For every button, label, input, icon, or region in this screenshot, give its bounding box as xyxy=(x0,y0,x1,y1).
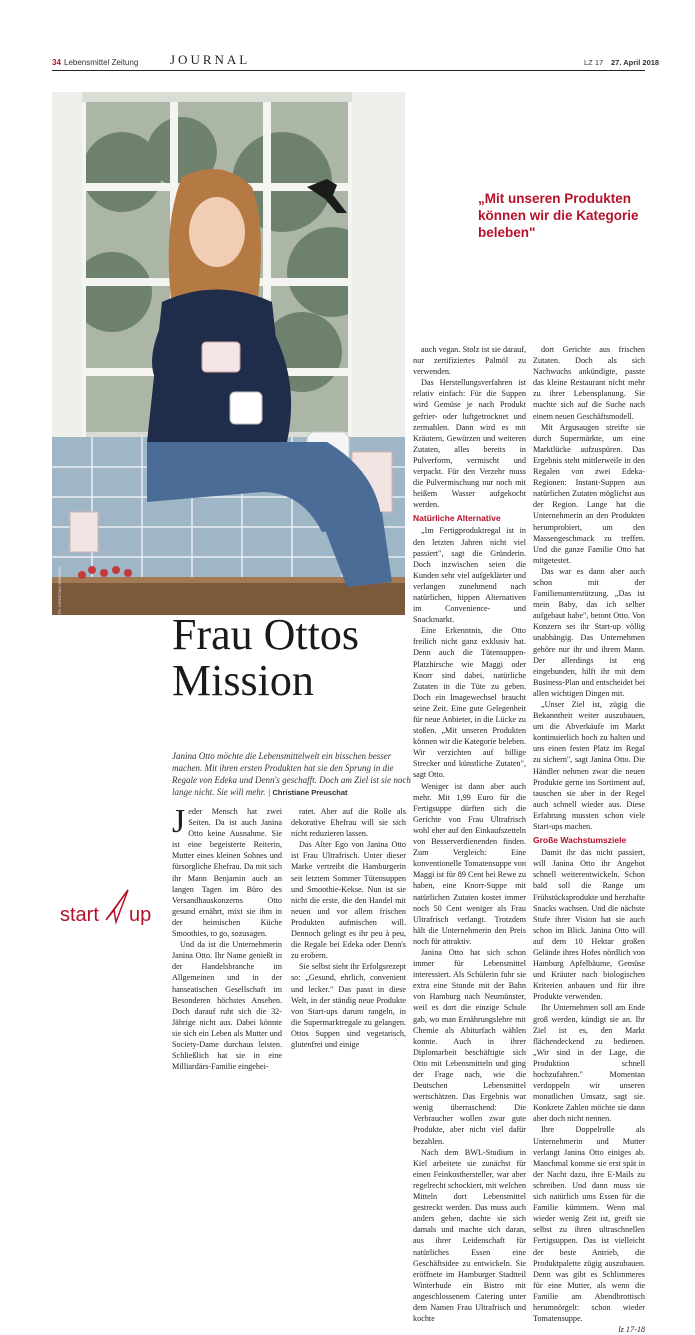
paragraph: Ihre Doppelrolle als Unternehmerin und Mutter verlangt Janina Otto einiges ab. Manchmal komme sie erst spät in der Nacht dazu, ihre E-Mails zu schreiben. Und dann muss sie sich natürlich ums Essen für die Familie kümmern. Wenn mal wieder wenig Zeit ist, greift sie selbst zu ihren ultraschnellen Fertigsuppen. Das ist vielleicht der beste Antrieb, die Produktpalette zügig auszubauen. Denn was gibt es Schlimmeres für eine Mutter, als wenn die Familie am Abendbrottisch herumnörgelt: schon wieder Tomatensuppe. xyxy=(533,1125,645,1324)
paragraph: Und da ist die Unternehmerin Janina Otto. Ihr Name genießt in der Handelsbranche im Allgemeinen und in der hanseatischen Gesellschaft im Besonderen höchstes Ansehen. Doch darauf ruht sich die 32-Jährige nicht aus. Dabei könnte sie sich ein Leben als Mutter und Society-Dame durchaus leisten. Schließlich hat sie in eine Milliardärs-Familie eingehei- xyxy=(172,940,282,1072)
article-column-1 xyxy=(172,803,282,1072)
paragraph: Eine Erkenntnis, die Otto freilich nicht ganz exklusiv hat. Denn auch die Tütensuppen-Platzhirsche wie Maggi oder Knorr sind dabei, natürliche Zutaten in die Tüte zu geben. Doch ein Imagewechsel braucht seine Zeit. Eine gute Gelegenheit für neue Anbieter, in die Lücke zu stoßen. „Mit unseren Produkten können wir die Kategorie beleben. Wir verzichten auf billige Strecker und künstliche Zutaten", sagt Otto. xyxy=(413,626,526,780)
paragraph: Nach dem BWL-Studium in Kiel arbeitete sie zunächst für einen Feinkosthersteller, war aber regelrecht schockiert, mit welchen Mitteln dort Lebensmittel gestreckt werden. Das muss auch anders gehen, dachte sie sich damals und machte sich daran, aus ihrer Leidenschaft für natürliches Essen eine Geschäftsidee zu entwickeln. Sie eröffnete im Hamburger Stadtteil Winterhude ein Bistro mit angeschlossenem Catering unter dem Namen Frau Ultrafrisch und kochte xyxy=(413,1147,526,1324)
continuation-reference: lz 17-18 xyxy=(618,1325,645,1335)
issue-label: LZ 17 xyxy=(584,58,604,67)
paragraph: Das Herstellungsverfahren ist relativ einfach: Für die Suppen wird Gemüse je nach Produkt gefrier- oder luftgetrocknet und zermahlen. Dann wird es mit Kräutern, Gewürzen und weiteren Zutaten, alles bereits in Pulverform, vermischt und verpackt. Für den Verzehr muss die Pulvermischung nur noch mit heißem Wasser aufgekocht werden. xyxy=(413,378,526,510)
article-column-3 xyxy=(413,344,526,1324)
drop-cap: J xyxy=(172,803,186,840)
paragraph: Das Alter Ego von Janina Otto ist Frau Ultrafrisch. Unter dieser Marke vertreibt die Hamburgerin seit letztem Sommer Tütensuppen und Smoothie-Kekse. Nun ist sie nicht die erste, die den Handel mit neuen und vor allem frischen Produkten aufmischen will. Dennoch gelingt es ihr peu à peu, die Regale bei Edeka oder Denn's zu erobern. xyxy=(291,840,406,961)
issue-date: 27. April 2018 xyxy=(611,58,660,67)
paragraph: dort Gerichte aus frischen Zutaten. Doch als sich Nachwuchs ankündigte, passte das kleine Restaurant nicht mehr zu ihrer Lebensplanung. Sie machte sich auf die Suche nach einem neuen Geschäftsmodell. xyxy=(533,345,645,421)
paper-plane-icon xyxy=(102,886,132,926)
article-column-2 xyxy=(291,806,406,1050)
article-column-4 xyxy=(533,344,645,1335)
paragraph: Weniger ist dann aber auch mehr. Mit 1,99 Euro für die Fertigsuppe dürften sich die Gerichte von Frau Ultrafrisch wohl eher auf den Einkaufszetteln von Besserverdienenden finden. Zum Vergleich: Eine konventionelle Tomatensuppe von Maggi ist für 89 Cent bei Rewe zu haben, eine Knorr-Suppe mit natürlichen Zutaten kostet immer noch 50 Cent weniger als Frau Ultrafrisch verlangt. Trotzdem hält die Unternehmerin den Preis noch für attraktiv. xyxy=(413,781,527,946)
headline: Frau Ottos Mission xyxy=(172,610,359,705)
paragraph: auch vegan. Stolz ist sie darauf, nur zertifiziertes Palmöl zu verwenden. xyxy=(413,345,526,377)
paragraph: Mit Argusaugen streifte sie durch Supermärkte, um eine Marktlücke aufzuspüren. Das Ergebnis steht mittlerweile in den Regalen von zwei Edeka-Regionen: Instant-Suppen aus natürlichen Zutaten möglichst aus der Region. Lange hat die Unternehmerin an den Produkten herumprobiert, um den Massengeschmack zu treffen. Und die ganze Familie Otto hat mitgetestet. xyxy=(533,422,645,565)
subheading: Natürliche Alternative xyxy=(413,513,501,524)
paragraph: Damit ihr das nicht passiert, will Janina Otto ihr Angebot schnell weiterentwickeln. Schon bald soll die Range um Frühstücksprodukte und herzhafte Snacks wachsen. Und die nächste Stufe ihrer Vision hat sie auch schon im Blick. Janina Otto will auf dem 10 Hektar großen Gelände ihres Hofes nördlich von Hamburg Apfelbäume, Gemüse und Kräuter nach biologischen Kriterien anbauen und für ihre Produkte verwenden. xyxy=(533,848,645,1002)
section-title: JOURNAL xyxy=(170,52,251,67)
page-number: 34 xyxy=(52,58,61,67)
subheading: Große Wachstumsziele xyxy=(533,835,627,846)
intro-text: Janina Otto möchte die Lebensmittelwelt ein bisschen besser machen. Mit ihren ersten Produkten hat sie den Sprung in die Regale von Edeka und Denn's geschafft. Doch am Ziel ist sie noch lange nicht. Sie will mehr. | Christiane Preuschat xyxy=(172,751,411,797)
paragraph: Ihr Unternehmen soll am Ende groß werden, kündigt sie an. Ihr Ziel ist es, den Markt flächendeckend zu bedienen. „Wir sind in der Lage, die Produktion schnell hochzufahren." Momentan verdoppeln wir unseren monatlichen Umsatz, sagt sie. Konkrete Zahlen möchte sie dann aber doch nicht nennen. xyxy=(533,1003,645,1124)
header-rule xyxy=(52,70,645,71)
publication-name: Lebensmittel Zeitung xyxy=(64,58,139,67)
logo-text-up: up xyxy=(129,904,152,926)
author-name: Christiane Preuschat xyxy=(272,788,348,797)
logo-text-start: start xyxy=(60,904,99,926)
paragraph: Sie selbst sieht ihr Erfolgsrezept so: „Gesund, ehrlich, convenient und lecker." Das passt in diese Welt, in der ständig neue Produkte von Start-ups darum rangeln, in die Supermarktregale zu gelangen. Ottos Suppen sind vegetarisch, glutenfrei und einige xyxy=(291,962,406,1049)
paragraph: „Im Fertigproduktregal ist in den letzten Jahren nicht viel passiert", sagt die Gründerin. Doch inzwischen seien die Kunden sehr viel aufgeklärter und verlangen zunehmend nach natürlichen, hippen Alternativen im Convenience- und Snackmarkt. xyxy=(413,526,526,625)
photo-credit: FOTO: CHRISTIAN IRRGANG xyxy=(57,566,62,621)
page-header xyxy=(0,50,695,72)
paragraph: Janina Otto hat sich schon immer für Lebensmittel interessiert. Als Schülerin fuhr sie extra eine Stunde mit der Bahn von Hamburg nach Neumünster, weil es dort die einzige Schule gab, wo man Ernährungslehre mit Chemie als Abiturfach wählen konnte. Auch in ihrer Diplomarbeit beschäftigte sich Otto mit Lebensmitteln und ging der Frage nach, wie die Deutschen Lebensmittel wertschätzen. Das Ergebnis war wenig überraschend: Die Verbraucher wollen zwar gute Produkte, aber nicht viel dafür bezahlen. xyxy=(413,947,526,1146)
pull-quote: „Mit unseren Produkten können wir die Kategorie beleben" xyxy=(478,191,639,240)
paragraph: Jeder Mensch hat zwei Seiten. Da ist auch Janina Otto keine Ausnahme. Sie ist eine begeisterte Reiterin, Mutter eines kleinen Sohnes und fürsorgliche Ehefrau. Da mit sich ihr Mann Benjamin auch an langen Tagen im Büro des Versandhauskonzerns Otto gesund ernährt, mixt sie ihm in der heimischen Küche Smoothies, to go, sozusagen. xyxy=(172,803,282,939)
portrait-photo xyxy=(52,92,405,615)
paragraph: „Unser Ziel ist, zügig die Bekanntheit weiter auszubauen, um die Abverkäufe im Markt kontinuierlich hoch zu halten und uns einen festen Platz im Regal zu sichern", sagt Janina Otto. Die Händler nehmen zwar die neuen Produkte gerne ins Sortiment auf, tauschen sie aber in der Regel auch schnell wieder aus. Diese Erfahrung mussten schon viele Start-ups machen. xyxy=(533,700,645,832)
intro-body: Janina Otto möchte die Lebensmittelwelt ein bisschen besser machen. Mit ihren ersten Produkten hat sie den Sprung in die Regale von Edeka und Denn's geschafft. Doch am Ziel ist sie noch lange nicht. Sie will mehr. xyxy=(172,751,411,797)
paragraph: Das war es dann aber auch schon mit der Familienunterstützung. „Das ist mein Baby, das ich selber aufgebaut habe", betont Otto. Von Konzern sei ihr Start-up völlig unabhängig. Das Unternehmen gehöre nur ihr und ihrem Mann. Der allerdings ist eng eingebunden, hilft ihr mit dem Business-Plan und entscheidet bei allen wichtigen Dingen mit. xyxy=(533,566,645,698)
paragraph: ratet. Aber auf die Rolle als dekorative Ehefrau will sie sich nicht reduzieren lassen. xyxy=(291,807,406,839)
startup-logo xyxy=(60,886,164,936)
